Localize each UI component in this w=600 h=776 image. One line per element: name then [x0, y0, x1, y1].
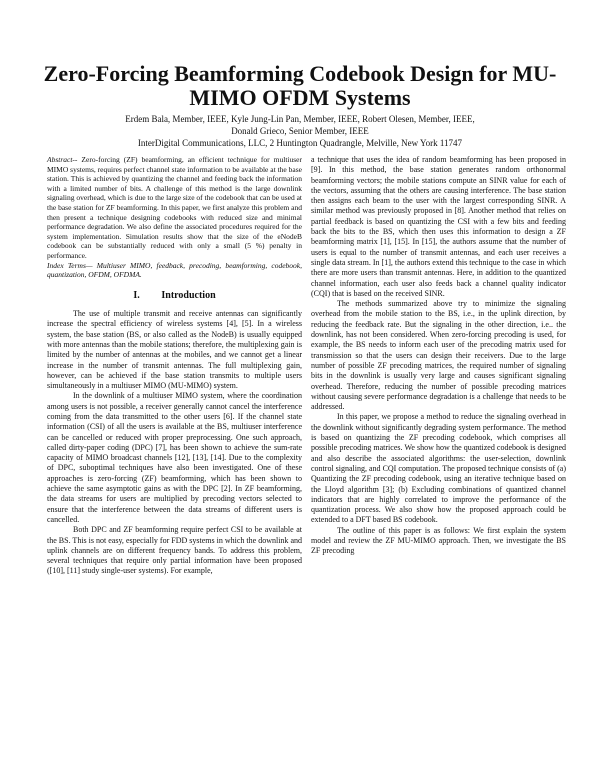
- index-terms-text: — Multiuser MIMO, feedback, precoding, beamforming, codebook, quantization, OFDM, OFDMA.: [47, 260, 302, 280]
- left-column: [47, 155, 302, 577]
- abstract: [47, 155, 302, 261]
- authors-line-2: Donald Grieco, Senior Member, IEEE: [231, 126, 369, 136]
- abstract-label: Abstract--: [47, 155, 78, 164]
- paragraph: The use of multiple transmit and receive antennas can significantly increase the spectral efficiency of wireless systems [4], [5]. In a wireless system, the base station (BS, or also called as the NodeB) is usually equipped with more antennas than the mobile stations; therefore, the multiplexing gain is limited by the number of antennas at the mobiles, and we cannot get a linear increase in the number of transmit antennas. The full multiplexing gain, however, can be achieved if the base station transmits to multiple users simultaneously in a multiuser MIMO (MU-MIMO) system.: [47, 309, 302, 391]
- right-column: [311, 155, 566, 557]
- paragraph: The outline of this paper is as follows: We first explain the system model and review the ZF MU-MIMO approach. Then, we investigate the BS ZF precoding: [311, 525, 566, 556]
- paragraph: a technique that uses the idea of random beamforming has been proposed in [9]. In this method, the base station generates random orthonormal beamforming vectors; the mobile stations compute an SINR value for each of the vectors, assuming that the others are causing interference. The base station then assigns each beam to the user with the largest corresponding SINR. A similar method was previously proposed in [8]. Another method that relies on partial feedback is based on quantizing the CSI with a few bits and feeding back the bits to the BS, which then uses this information to design a ZF beamforming matrix [1], [15]. In [15], the authors assume that the number of users is equal to the number of transmit antennas, and each user receives a single data stream. In [1], the authors extend this technique to the case in which there are more users than transmit antennas. Here, in addition to the quantized channel information, each user also feeds back a channel quality indicator (CQI) that is based on the received SINR.: [311, 155, 566, 298]
- author-block: [40, 113, 560, 149]
- authors-line-1: Erdem Bala, Member, IEEE, Kyle Jung-Lin Pan, Member, IEEE, Robert Olesen, Member, IEEE,: [125, 114, 475, 124]
- section-heading: [47, 291, 302, 301]
- paragraph: The methods summarized above try to minimize the signaling overhead from the mobile station to the BS, i.e., in the uplink direction, by reducing the feedback rate. But the signaling in the other direction, i.e.. the downlink, has not been considered. When zero-forcing precoding is used, for example, the BS needs to inform each user of the precoding matrix used for transmission so that the users can design their receivers. Due to the large number of possible ZF precoding matrices, the required number of signaling bits in the downlink is usually very large and causes significant signaling overhead. Therefore, reducing the number of possible precoding matrices without causing severe performance degradation is a challenge that needs to be addressed.: [311, 299, 566, 412]
- paragraph: Both DPC and ZF beamforming require perfect CSI to be available at the BS. This is not easy, especially for FDD systems in which the downlink and uplink channels are on different frequency bands. To address this problem, several techniques that require only partial information have been proposed ([10], [11] study single-user systems). For example,: [47, 525, 302, 576]
- section-title: Introduction: [161, 289, 216, 301]
- section-number: I.: [133, 289, 140, 301]
- paragraph: In this paper, we propose a method to reduce the signaling overhead in the downlink without significantly degrading system performance. The method is based on quantizing the ZF precoding codebook, which comprises all possible precoding matrices. We show how the quantized codebook is designed and also describe the associated algorithms: the user-selection, downlink control signaling, and CQI computation. The proposed technique consists of (a) Quantizing the ZF precoding codebook, using an iterative technique based on the Lloyd algorithm [3]; (b) Excluding combinations of quantized channel indicators that are highly correlated to improve the performance of the quantization process. We also show how the proposed approach could be extended to a DFT based BS codebook.: [311, 412, 566, 525]
- paper-title: Zero-Forcing Beamforming Codebook Design for MU-MIMO OFDM Systems: [43, 61, 557, 110]
- affiliation: InterDigital Communications, LLC, 2 Huntington Quadrangle, Melville, New York 11747: [137, 138, 463, 148]
- index-terms: [47, 261, 302, 280]
- abstract-text: Zero-forcing (ZF) beamforming, an efficient technique for multiuser MIMO systems, requires perfect channel state information to be available at the base station. This is achieved by quantizing the channel and feeding back the information with a limited number of bits. A challenge of this method is the large downlink signaling overhead, which is due to the large size of the codebook that can be used at the base station for ZF beamforming. In this paper, we first analyze this problem and then present a technique designing codebooks with reduced size and minimal performance degradation. We also define the associated procedures required for the system implementation. Simulation results show that the size of the eNodeB codebook can be substantially reduced with only a small (5 %) penalty in performance.: [47, 155, 302, 260]
- index-terms-label: Index Terms: [47, 260, 86, 270]
- paragraph: In the downlink of a multiuser MIMO system, where the coordination among users is not possible, a receiver generally cannot cancel the interference coming from the data transmitted to the other users [6]. If the channel state information (CSI) of all the users is available at the BS, multiuser interference can be cancelled or reduced with proper preprocessing. One such approach, called dirty-paper coding (DPC) [7], has been shown to achieve the sum-rate capacity of MIMO broadcast channels [12], [13], [14]. Due to the complexity of DPC, suboptimal techniques have also been investigated. One of these approaches is zero-forcing (ZF) beamforming, which has been shown to achieve the same asymptotic gains as with the DPC [2]. In ZF beamforming, the data streams for users are multiplied by precoding vectors selected to ensure that the interference between the data streams of different users is cancelled.: [47, 391, 302, 524]
